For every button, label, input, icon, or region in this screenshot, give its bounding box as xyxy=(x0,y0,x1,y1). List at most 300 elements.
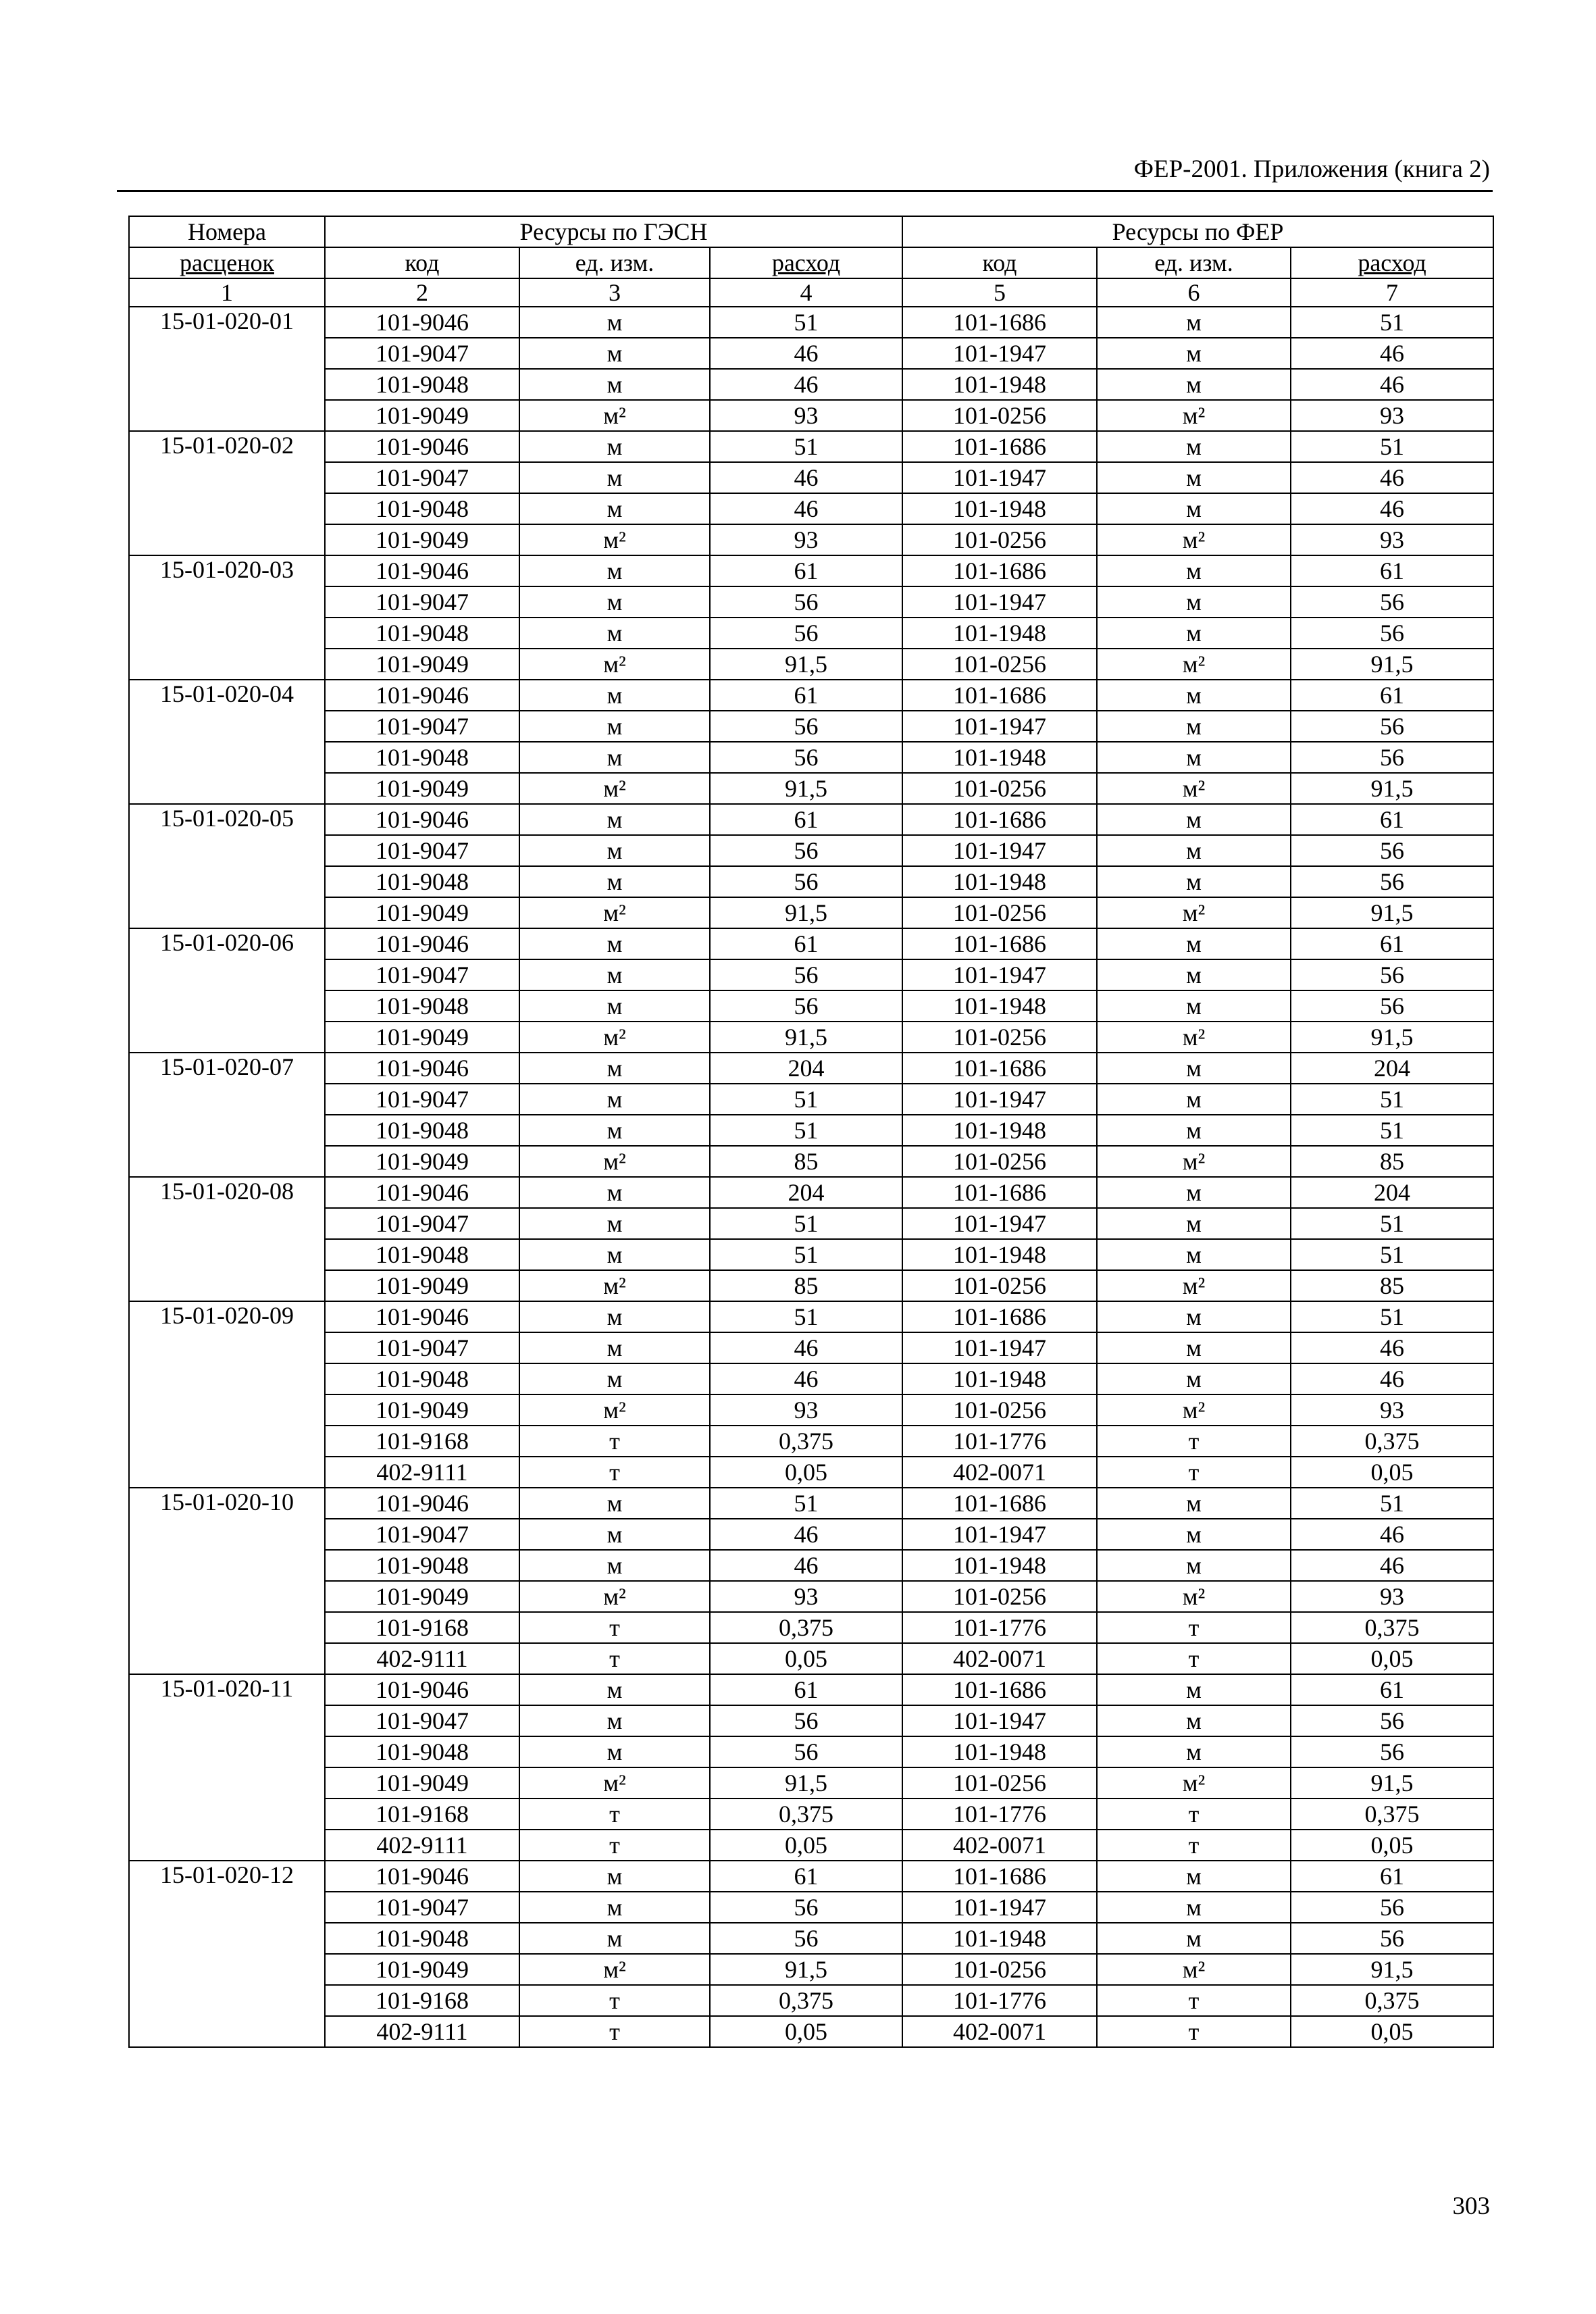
fer-code-cell: 402-0071 xyxy=(902,2016,1097,2047)
fer-code-cell: 101-1948 xyxy=(902,618,1097,649)
gesn-code-cell: 101-9046 xyxy=(325,1488,519,1519)
gesn-consumption-cell: 91,5 xyxy=(710,1022,902,1053)
gesn-code-cell: 101-9046 xyxy=(325,1301,519,1332)
gesn-consumption-cell: 91,5 xyxy=(710,897,902,928)
gesn-unit-cell: м xyxy=(519,1705,710,1736)
gesn-unit-cell: м xyxy=(519,586,710,618)
table-row xyxy=(129,1115,1493,1146)
fer-code-cell: 101-1948 xyxy=(902,1550,1097,1581)
fer-consumption-cell: 46 xyxy=(1291,1363,1493,1394)
gesn-consumption-cell: 56 xyxy=(710,1892,902,1923)
gesn-consumption-cell: 51 xyxy=(710,1301,902,1332)
fer-consumption-cell: 51 xyxy=(1291,1208,1493,1239)
fer-code-cell: 101-1686 xyxy=(902,1053,1097,1084)
table-row xyxy=(129,1861,1493,1892)
gesn-consumption-cell: 91,5 xyxy=(710,649,902,680)
fer-consumption-cell: 56 xyxy=(1291,586,1493,618)
fer-code-cell: 402-0071 xyxy=(902,1643,1097,1674)
table-row xyxy=(129,742,1493,773)
fer-unit-cell: т xyxy=(1097,1457,1291,1488)
fer-code-cell: 101-0256 xyxy=(902,649,1097,680)
gesn-code-cell: 101-9047 xyxy=(325,1084,519,1115)
gesn-unit-cell: м xyxy=(519,1239,710,1270)
gesn-unit-cell: т xyxy=(519,1799,710,1830)
table-header-row-1 xyxy=(129,216,1493,247)
gesn-consumption-cell: 46 xyxy=(710,1550,902,1581)
fer-consumption-cell: 56 xyxy=(1291,711,1493,742)
page-header-title: ФЕР-2001. Приложения (книга 2) xyxy=(1133,155,1490,183)
gesn-code-cell: 101-9046 xyxy=(325,1674,519,1705)
table-row xyxy=(129,462,1493,493)
gesn-unit-cell: м² xyxy=(519,773,710,804)
header-rule xyxy=(117,190,1493,192)
table-row xyxy=(129,773,1493,804)
fer-unit-cell: м xyxy=(1097,1208,1291,1239)
fer-consumption-cell: 91,5 xyxy=(1291,1954,1493,1985)
gesn-code-cell: 101-9046 xyxy=(325,555,519,586)
gesn-unit-cell: м xyxy=(519,1177,710,1208)
gesn-code-cell: 101-9048 xyxy=(325,493,519,524)
fer-consumption-cell: 56 xyxy=(1291,1923,1493,1954)
gesn-unit-cell: т xyxy=(519,2016,710,2047)
gesn-unit-cell: т xyxy=(519,1985,710,2016)
fer-consumption-cell: 0,375 xyxy=(1291,1985,1493,2016)
gesn-unit-cell: м xyxy=(519,338,710,369)
fer-consumption-cell: 204 xyxy=(1291,1053,1493,1084)
fer-code-cell: 101-1776 xyxy=(902,1612,1097,1643)
gesn-unit-cell: м² xyxy=(519,1146,710,1177)
gesn-code-cell: 101-9046 xyxy=(325,928,519,959)
table-row xyxy=(129,680,1493,711)
gesn-unit-cell: м xyxy=(519,1363,710,1394)
fer-code-cell: 101-1948 xyxy=(902,742,1097,773)
gesn-consumption-cell: 56 xyxy=(710,586,902,618)
fer-unit-cell: м xyxy=(1097,1053,1291,1084)
gesn-code-cell: 101-9047 xyxy=(325,586,519,618)
gesn-consumption-cell: 91,5 xyxy=(710,1767,902,1799)
fer-code-cell: 101-0256 xyxy=(902,1954,1097,1985)
gesn-unit-cell: м² xyxy=(519,1954,710,1985)
fer-code-cell: 101-1686 xyxy=(902,1177,1097,1208)
table-row xyxy=(129,1332,1493,1363)
fer-consumption-cell: 56 xyxy=(1291,742,1493,773)
fer-unit-cell: м xyxy=(1097,866,1291,897)
gesn-consumption-cell: 204 xyxy=(710,1177,902,1208)
fer-unit-cell: м xyxy=(1097,1363,1291,1394)
header-fer-unit: ед. изм. xyxy=(1097,247,1291,278)
gesn-unit-cell: м xyxy=(519,431,710,462)
fer-consumption-cell: 46 xyxy=(1291,493,1493,524)
fer-unit-cell: м xyxy=(1097,431,1291,462)
gesn-code-cell: 101-9049 xyxy=(325,649,519,680)
fer-code-cell: 101-0256 xyxy=(902,897,1097,928)
table-row xyxy=(129,1643,1493,1674)
gesn-consumption-cell: 51 xyxy=(710,1239,902,1270)
table-row xyxy=(129,1705,1493,1736)
fer-unit-cell: м² xyxy=(1097,400,1291,431)
fer-code-cell: 101-1947 xyxy=(902,462,1097,493)
gesn-consumption-cell: 0,05 xyxy=(710,1457,902,1488)
gesn-code-cell: 101-9047 xyxy=(325,835,519,866)
fer-unit-cell: м² xyxy=(1097,897,1291,928)
rate-number-cell: 15-01-020-09 xyxy=(129,1301,325,1488)
fer-code-cell: 101-0256 xyxy=(902,1581,1097,1612)
fer-consumption-cell: 56 xyxy=(1291,1892,1493,1923)
fer-consumption-cell: 46 xyxy=(1291,338,1493,369)
fer-consumption-cell: 61 xyxy=(1291,680,1493,711)
gesn-code-cell: 101-9168 xyxy=(325,1985,519,2016)
gesn-consumption-cell: 61 xyxy=(710,1861,902,1892)
fer-unit-cell: м xyxy=(1097,1892,1291,1923)
gesn-unit-cell: м² xyxy=(519,1581,710,1612)
header-gesn-code: код xyxy=(325,247,519,278)
fer-unit-cell: м xyxy=(1097,618,1291,649)
fer-code-cell: 101-1948 xyxy=(902,1736,1097,1767)
fer-consumption-cell: 61 xyxy=(1291,1674,1493,1705)
fer-code-cell: 101-1948 xyxy=(902,1363,1097,1394)
gesn-code-cell: 101-9048 xyxy=(325,1239,519,1270)
table-row xyxy=(129,1985,1493,2016)
gesn-unit-cell: м xyxy=(519,1674,710,1705)
table-row xyxy=(129,369,1493,400)
table-row xyxy=(129,1426,1493,1457)
rate-number-cell: 15-01-020-10 xyxy=(129,1488,325,1674)
column-number: 4 xyxy=(710,278,902,307)
table-row xyxy=(129,431,1493,462)
fer-code-cell: 101-1947 xyxy=(902,1705,1097,1736)
column-number: 1 xyxy=(129,278,325,307)
fer-consumption-cell: 51 xyxy=(1291,1301,1493,1332)
fer-code-cell: 402-0071 xyxy=(902,1830,1097,1861)
gesn-code-cell: 101-9049 xyxy=(325,1146,519,1177)
table-row xyxy=(129,959,1493,990)
gesn-consumption-cell: 0,375 xyxy=(710,1799,902,1830)
gesn-code-cell: 101-9049 xyxy=(325,1022,519,1053)
gesn-consumption-cell: 0,05 xyxy=(710,1643,902,1674)
gesn-consumption-cell: 56 xyxy=(710,866,902,897)
gesn-consumption-cell: 0,05 xyxy=(710,2016,902,2047)
gesn-unit-cell: м xyxy=(519,462,710,493)
fer-unit-cell: м xyxy=(1097,1674,1291,1705)
gesn-code-cell: 402-9111 xyxy=(325,1457,519,1488)
gesn-unit-cell: м² xyxy=(519,649,710,680)
gesn-consumption-cell: 93 xyxy=(710,1394,902,1426)
gesn-code-cell: 101-9047 xyxy=(325,959,519,990)
gesn-code-cell: 101-9047 xyxy=(325,1892,519,1923)
fer-unit-cell: м² xyxy=(1097,524,1291,555)
table-row xyxy=(129,555,1493,586)
table-row xyxy=(129,1581,1493,1612)
gesn-consumption-cell: 51 xyxy=(710,1208,902,1239)
fer-consumption-cell: 61 xyxy=(1291,1861,1493,1892)
fer-code-cell: 101-1686 xyxy=(902,1861,1097,1892)
gesn-unit-cell: м xyxy=(519,1550,710,1581)
fer-unit-cell: м xyxy=(1097,804,1291,835)
gesn-consumption-cell: 93 xyxy=(710,400,902,431)
fer-unit-cell: м xyxy=(1097,493,1291,524)
gesn-consumption-cell: 61 xyxy=(710,680,902,711)
fer-consumption-cell: 46 xyxy=(1291,1332,1493,1363)
gesn-unit-cell: м xyxy=(519,1519,710,1550)
gesn-code-cell: 101-9048 xyxy=(325,618,519,649)
fer-code-cell: 101-1948 xyxy=(902,990,1097,1022)
table-row xyxy=(129,2016,1493,2047)
fer-code-cell: 101-0256 xyxy=(902,1394,1097,1426)
fer-consumption-cell: 56 xyxy=(1291,618,1493,649)
fer-code-cell: 101-1686 xyxy=(902,307,1097,338)
rate-number-cell: 15-01-020-04 xyxy=(129,680,325,804)
table-row xyxy=(129,1394,1493,1426)
fer-code-cell: 101-0256 xyxy=(902,524,1097,555)
header-gesn-group: Ресурсы по ГЭСН xyxy=(325,216,902,247)
gesn-code-cell: 101-9168 xyxy=(325,1426,519,1457)
gesn-code-cell: 101-9047 xyxy=(325,1519,519,1550)
gesn-code-cell: 402-9111 xyxy=(325,1830,519,1861)
table-column-numbers-row xyxy=(129,278,1493,307)
gesn-consumption-cell: 0,375 xyxy=(710,1985,902,2016)
gesn-code-cell: 101-9048 xyxy=(325,1363,519,1394)
table-row xyxy=(129,835,1493,866)
table-row xyxy=(129,1799,1493,1830)
gesn-consumption-cell: 61 xyxy=(710,1674,902,1705)
gesn-code-cell: 101-9049 xyxy=(325,400,519,431)
gesn-consumption-cell: 91,5 xyxy=(710,1954,902,1985)
fer-code-cell: 101-0256 xyxy=(902,1767,1097,1799)
fer-unit-cell: м xyxy=(1097,1705,1291,1736)
fer-consumption-cell: 0,375 xyxy=(1291,1799,1493,1830)
gesn-consumption-cell: 56 xyxy=(710,1736,902,1767)
fer-consumption-cell: 91,5 xyxy=(1291,1767,1493,1799)
fer-unit-cell: м xyxy=(1097,1332,1291,1363)
gesn-consumption-cell: 0,375 xyxy=(710,1426,902,1457)
gesn-code-cell: 101-9049 xyxy=(325,773,519,804)
gesn-code-cell: 101-9048 xyxy=(325,990,519,1022)
fer-unit-cell: т xyxy=(1097,1643,1291,1674)
fer-unit-cell: м xyxy=(1097,555,1291,586)
fer-code-cell: 101-1776 xyxy=(902,1426,1097,1457)
page-number: 303 xyxy=(1452,2192,1490,2220)
fer-consumption-cell: 46 xyxy=(1291,1519,1493,1550)
fer-consumption-cell: 61 xyxy=(1291,555,1493,586)
gesn-unit-cell: м² xyxy=(519,897,710,928)
fer-consumption-cell: 0,05 xyxy=(1291,1457,1493,1488)
fer-unit-cell: м² xyxy=(1097,649,1291,680)
table-row xyxy=(129,928,1493,959)
fer-unit-cell: м xyxy=(1097,990,1291,1022)
gesn-code-cell: 101-9047 xyxy=(325,1705,519,1736)
rate-number-cell: 15-01-020-05 xyxy=(129,804,325,928)
rate-number-cell: 15-01-020-06 xyxy=(129,928,325,1053)
table-row xyxy=(129,1550,1493,1581)
fer-unit-cell: т xyxy=(1097,2016,1291,2047)
table-row xyxy=(129,1053,1493,1084)
gesn-unit-cell: м xyxy=(519,1084,710,1115)
gesn-unit-cell: т xyxy=(519,1612,710,1643)
fer-code-cell: 101-1686 xyxy=(902,1674,1097,1705)
gesn-consumption-cell: 56 xyxy=(710,742,902,773)
table-row xyxy=(129,1301,1493,1332)
gesn-unit-cell: м xyxy=(519,369,710,400)
resources-table xyxy=(128,216,1494,2048)
gesn-unit-cell: м xyxy=(519,990,710,1022)
fer-unit-cell: т xyxy=(1097,1426,1291,1457)
fer-consumption-cell: 0,05 xyxy=(1291,1830,1493,1861)
gesn-consumption-cell: 56 xyxy=(710,1705,902,1736)
fer-consumption-cell: 61 xyxy=(1291,804,1493,835)
fer-unit-cell: м xyxy=(1097,1923,1291,1954)
gesn-unit-cell: м xyxy=(519,1861,710,1892)
fer-code-cell: 101-1948 xyxy=(902,493,1097,524)
fer-code-cell: 101-0256 xyxy=(902,1146,1097,1177)
table-row xyxy=(129,586,1493,618)
table-row xyxy=(129,1519,1493,1550)
table-row xyxy=(129,524,1493,555)
fer-code-cell: 101-1947 xyxy=(902,1084,1097,1115)
fer-consumption-cell: 46 xyxy=(1291,369,1493,400)
fer-code-cell: 101-1947 xyxy=(902,1208,1097,1239)
fer-consumption-cell: 46 xyxy=(1291,462,1493,493)
table-row xyxy=(129,1270,1493,1301)
rate-number-cell: 15-01-020-12 xyxy=(129,1861,325,2047)
fer-consumption-cell: 56 xyxy=(1291,990,1493,1022)
gesn-code-cell: 101-9049 xyxy=(325,524,519,555)
fer-code-cell: 101-1947 xyxy=(902,338,1097,369)
gesn-unit-cell: м² xyxy=(519,1394,710,1426)
gesn-code-cell: 101-9048 xyxy=(325,369,519,400)
table-row xyxy=(129,1208,1493,1239)
gesn-code-cell: 101-9047 xyxy=(325,1208,519,1239)
rate-number-cell: 15-01-020-03 xyxy=(129,555,325,680)
gesn-unit-cell: т xyxy=(519,1643,710,1674)
gesn-unit-cell: м xyxy=(519,1332,710,1363)
column-number: 7 xyxy=(1291,278,1493,307)
fer-unit-cell: м xyxy=(1097,586,1291,618)
fer-code-cell: 101-1686 xyxy=(902,804,1097,835)
fer-unit-cell: м xyxy=(1097,742,1291,773)
header-fer-group: Ресурсы по ФЕР xyxy=(902,216,1493,247)
table-row xyxy=(129,649,1493,680)
column-number: 5 xyxy=(902,278,1097,307)
fer-consumption-cell: 91,5 xyxy=(1291,649,1493,680)
fer-code-cell: 101-0256 xyxy=(902,773,1097,804)
gesn-consumption-cell: 61 xyxy=(710,928,902,959)
table-row xyxy=(129,1767,1493,1799)
table-row xyxy=(129,493,1493,524)
gesn-unit-cell: м xyxy=(519,1208,710,1239)
gesn-consumption-cell: 46 xyxy=(710,1363,902,1394)
fer-unit-cell: м² xyxy=(1097,1954,1291,1985)
gesn-consumption-cell: 61 xyxy=(710,555,902,586)
fer-unit-cell: м xyxy=(1097,1115,1291,1146)
fer-unit-cell: м xyxy=(1097,959,1291,990)
gesn-code-cell: 101-9048 xyxy=(325,866,519,897)
gesn-unit-cell: м xyxy=(519,711,710,742)
gesn-unit-cell: м xyxy=(519,1053,710,1084)
fer-consumption-cell: 85 xyxy=(1291,1270,1493,1301)
fer-unit-cell: т xyxy=(1097,1612,1291,1643)
table-header-row-2 xyxy=(129,247,1493,278)
fer-consumption-cell: 91,5 xyxy=(1291,773,1493,804)
fer-unit-cell: м² xyxy=(1097,1581,1291,1612)
fer-code-cell: 101-1948 xyxy=(902,369,1097,400)
fer-code-cell: 101-0256 xyxy=(902,400,1097,431)
table-row xyxy=(129,1488,1493,1519)
fer-consumption-cell: 51 xyxy=(1291,1084,1493,1115)
fer-unit-cell: м² xyxy=(1097,1022,1291,1053)
gesn-unit-cell: м xyxy=(519,804,710,835)
column-number: 6 xyxy=(1097,278,1291,307)
fer-consumption-cell: 91,5 xyxy=(1291,1022,1493,1053)
fer-consumption-cell: 56 xyxy=(1291,959,1493,990)
fer-consumption-cell: 93 xyxy=(1291,400,1493,431)
table-row xyxy=(129,1177,1493,1208)
fer-code-cell: 101-1947 xyxy=(902,1332,1097,1363)
table-row xyxy=(129,1612,1493,1643)
fer-consumption-cell: 0,05 xyxy=(1291,1643,1493,1674)
gesn-consumption-cell: 56 xyxy=(710,1923,902,1954)
gesn-consumption-cell: 91,5 xyxy=(710,773,902,804)
fer-unit-cell: м xyxy=(1097,1301,1291,1332)
fer-consumption-cell: 56 xyxy=(1291,835,1493,866)
gesn-unit-cell: м xyxy=(519,307,710,338)
fer-unit-cell: м xyxy=(1097,1736,1291,1767)
fer-consumption-cell: 93 xyxy=(1291,1394,1493,1426)
table-row xyxy=(129,1830,1493,1861)
gesn-consumption-cell: 204 xyxy=(710,1053,902,1084)
fer-consumption-cell: 56 xyxy=(1291,1736,1493,1767)
gesn-unit-cell: м² xyxy=(519,1767,710,1799)
gesn-consumption-cell: 46 xyxy=(710,338,902,369)
table-row xyxy=(129,1146,1493,1177)
gesn-unit-cell: м xyxy=(519,1736,710,1767)
table-row xyxy=(129,1736,1493,1767)
gesn-code-cell: 101-9047 xyxy=(325,338,519,369)
fer-code-cell: 101-1686 xyxy=(902,431,1097,462)
fer-unit-cell: м² xyxy=(1097,1394,1291,1426)
fer-code-cell: 101-1686 xyxy=(902,680,1097,711)
fer-code-cell: 101-1776 xyxy=(902,1985,1097,2016)
fer-unit-cell: м xyxy=(1097,711,1291,742)
gesn-unit-cell: м xyxy=(519,742,710,773)
gesn-code-cell: 101-9047 xyxy=(325,1332,519,1363)
fer-code-cell: 101-0256 xyxy=(902,1270,1097,1301)
gesn-code-cell: 101-9046 xyxy=(325,431,519,462)
rate-number-cell: 15-01-020-02 xyxy=(129,431,325,555)
column-number: 2 xyxy=(325,278,519,307)
table-row xyxy=(129,1674,1493,1705)
gesn-code-cell: 101-9046 xyxy=(325,1053,519,1084)
gesn-consumption-cell: 51 xyxy=(710,1488,902,1519)
gesn-consumption-cell: 56 xyxy=(710,618,902,649)
fer-consumption-cell: 51 xyxy=(1291,1239,1493,1270)
fer-unit-cell: м xyxy=(1097,928,1291,959)
table-row xyxy=(129,711,1493,742)
header-rate-numbers-line2: расценок xyxy=(129,247,325,278)
gesn-unit-cell: м xyxy=(519,1115,710,1146)
table-row xyxy=(129,1457,1493,1488)
fer-unit-cell: м² xyxy=(1097,1270,1291,1301)
fer-unit-cell: м xyxy=(1097,1177,1291,1208)
fer-code-cell: 101-1686 xyxy=(902,928,1097,959)
gesn-code-cell: 101-9168 xyxy=(325,1799,519,1830)
rate-number-cell: 15-01-020-08 xyxy=(129,1177,325,1301)
fer-consumption-cell: 0,05 xyxy=(1291,2016,1493,2047)
gesn-consumption-cell: 93 xyxy=(710,1581,902,1612)
gesn-code-cell: 101-9168 xyxy=(325,1612,519,1643)
fer-code-cell: 101-1947 xyxy=(902,1519,1097,1550)
gesn-unit-cell: м xyxy=(519,866,710,897)
fer-consumption-cell: 93 xyxy=(1291,524,1493,555)
